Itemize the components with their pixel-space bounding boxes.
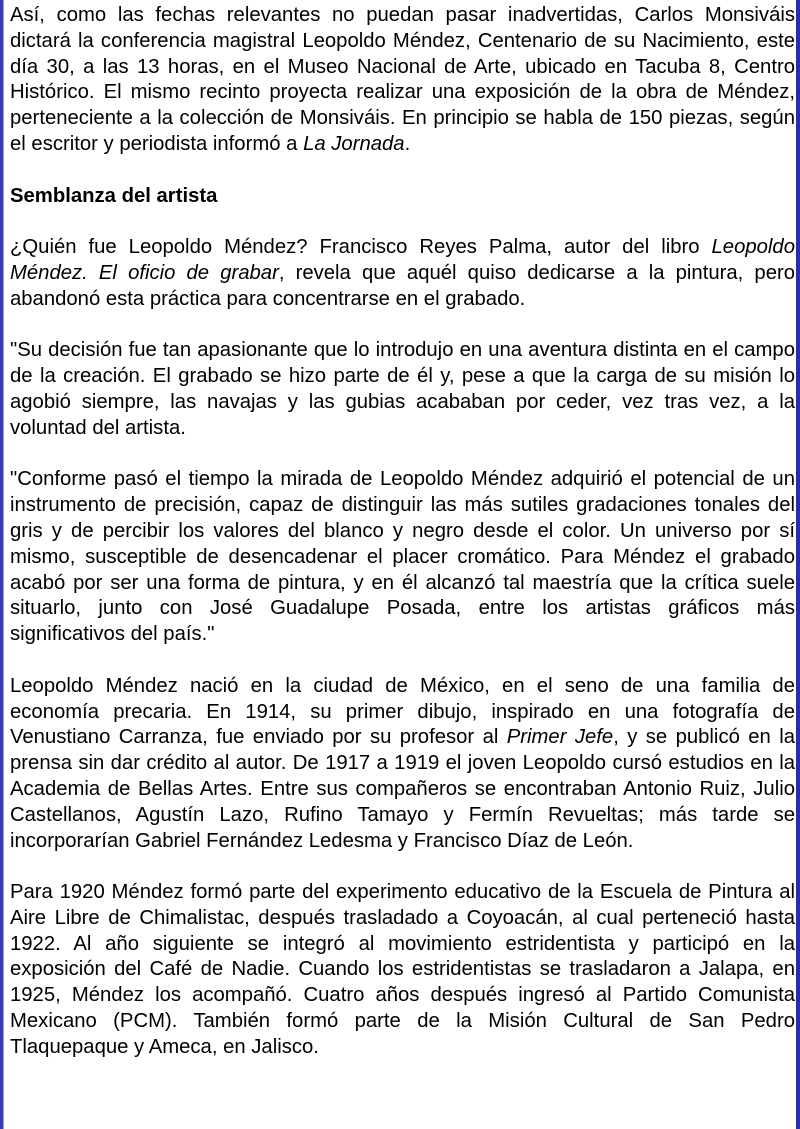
paragraph-text: Así, como las fechas relevantes no puedan pasar inadvertidas, Carlos Monsiváis dictará la conferencia magistral Leopoldo Méndez, Centenario de su Nacimiento, este día 30, a las 13 horas, en el Museo Nacional de Arte, ubicado en Tacuba 8, Centro Histórico. El mismo recinto proyecta realizar una exposición de la obra de Méndez, perteneciente a la colección de Monsiváis. En principio se habla de 150 piezas, según el escritor y periodista informó a — [10, 4, 795, 155]
paragraph-quote-1: "Su decisión fue tan apasionante que lo introdujo en una aventura distinta en el campo de la creación. El grabado se hizo parte de él y, pese a que la carga de su misión lo agobió siempre, las navajas y las gubias acababan por ceder, vez tras vez, a la voluntad del artista. — [10, 339, 795, 439]
paragraph-text: ¿Quién fue Leopoldo Méndez? Francisco Reyes Palma, autor del libro — [10, 236, 712, 259]
paragraph-quote-2: "Conforme pasó el tiempo la mirada de Leopoldo Méndez adquirió el potencial de un instrumento de precisión, capaz de distinguir las más sutiles gradaciones tonales del gris y de percibir los valores del blanco y negro desde el color. Un universo por sí mismo, susceptible de desencadenar el placer cromático. Para Méndez el grabado acabó por ser una forma de pintura, y en él alcanzó tal maestría que la crítica suele situarlo, junto con José Guadalupe Posada, entre los artistas gráficos más significativos del país." — [10, 468, 795, 646]
section-heading: Semblanza del artista — [10, 184, 218, 207]
paragraph-event — [10, 3, 795, 158]
paragraph-text: , revela que aquél quiso dedicarse a la pintura, pero abandonó esta práctica para concentrarse en el grabado. — [10, 261, 796, 310]
title-reference: Primer Jefe — [506, 726, 614, 749]
book-title: Leopoldo Méndez. El oficio de grabar — [10, 236, 795, 284]
publication-title: La Jornada — [303, 132, 405, 155]
paragraph-text: . — [404, 132, 411, 155]
paragraph-text: Leopoldo Méndez nació en la ciudad de México, en el seno de una familia de economía precaria. En 1914, su primer dibujo, inspirado en una fotografía de Venustiano Carranza, fue enviado por su profesor al — [10, 674, 795, 749]
frame-left-border — [3, 0, 4, 1129]
paragraph-intro — [10, 235, 795, 312]
paragraph-text: , y se publicó en la prensa sin dar crédito al autor. De 1917 a 1919 el joven Leopoldo cursó estudios en la Academia de Bellas Artes. Entre sus compañeros se encontraban Antonio Ruiz, Julio Castellanos, Agustín Lazo, Rufino Tamayo y Fermín Revueltas; más tarde se incorporarían Gabriel Fernández Ledesma y Francisco Díaz de León. — [10, 726, 795, 852]
article-body — [10, 3, 795, 1086]
paragraph-career: Para 1920 Méndez formó parte del experimento educativo de la Escuela de Pintura al Aire Libre de Chimalistac, después trasladado a Coyoacán, al cual perteneció hasta 1922. Al año siguiente se integró al movimiento estridentista y participó en la exposición del Café de Nadie. Cuando los estridentistas se trasladaron a Jalapa, en 1925, Méndez los acompañó. Cuatro años después ingresó al Partido Comunista Mexicano (PCM). También formó parte de la Misión Cultural de San Pedro Tlaquepaque y Ameca, en Jalisco. — [10, 881, 795, 1058]
paragraph-biography — [10, 674, 795, 855]
